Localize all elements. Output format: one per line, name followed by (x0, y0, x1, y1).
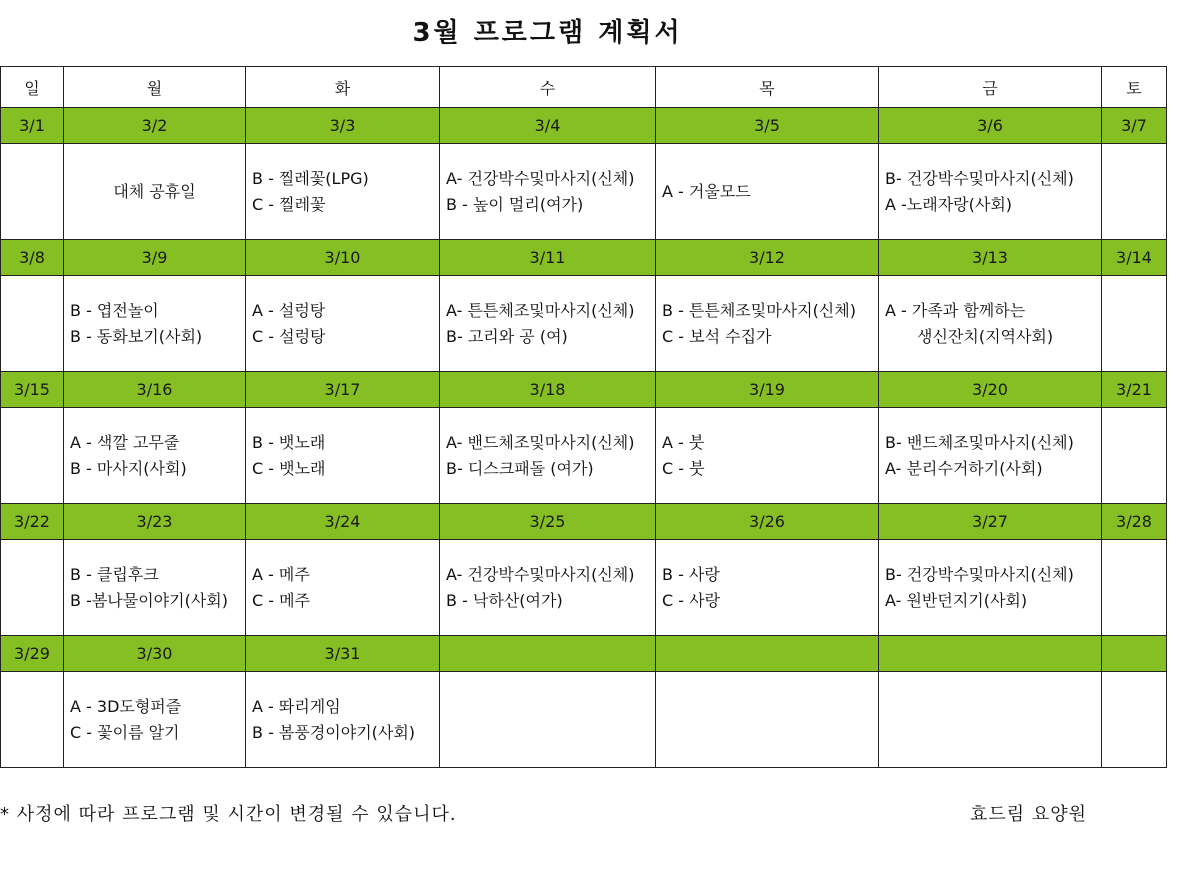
program-cell (1, 276, 64, 372)
date-cell: 3/10 (246, 240, 440, 276)
program-entry: A- 튼튼체조및마사지(신체) (446, 300, 635, 320)
program-entry: B - 뱃노래 (252, 432, 326, 452)
program-entry: A - 설렁탕 (252, 300, 326, 320)
date-cell: 3/21 (1102, 372, 1167, 408)
date-cell: 3/9 (64, 240, 246, 276)
program-entry: B- 건강박수및마사지(신체) (885, 168, 1074, 188)
date-cell: 3/19 (656, 372, 879, 408)
date-row (1, 504, 1167, 540)
program-entry: 대체 공휴일 (113, 181, 196, 201)
program-cell (440, 276, 656, 372)
program-cell (246, 672, 440, 768)
program-entry: B - 높이 멀리(여가) (446, 194, 584, 214)
date-row (1, 372, 1167, 408)
program-cell (64, 144, 246, 240)
date-cell: 3/7 (1102, 108, 1167, 144)
date-cell: 3/30 (64, 636, 246, 672)
program-entry: B- 건강박수및마사지(신체) (885, 564, 1074, 584)
program-cell (246, 408, 440, 504)
program-entry: C - 꽃이름 알기 (70, 722, 180, 742)
program-row (1, 408, 1167, 504)
program-entry: B- 고리와 공 (여) (446, 326, 568, 346)
program-cell (64, 276, 246, 372)
weekday-header-cell: 목 (656, 67, 879, 108)
program-entry: A- 원반던지기(사회) (885, 590, 1028, 610)
program-entry: B - 클립후크 (70, 564, 159, 584)
date-row (1, 240, 1167, 276)
date-cell: 3/23 (64, 504, 246, 540)
date-cell: 3/26 (656, 504, 879, 540)
program-entry: A - 거울모드 (662, 181, 751, 201)
program-entry: B - 봄풍경이야기(사회) (252, 722, 416, 742)
date-cell: 3/27 (879, 504, 1102, 540)
program-entry: B - 동화보기(사회) (70, 326, 203, 346)
program-entry: A- 분리수거하기(사회) (885, 458, 1043, 478)
date-cell: 3/2 (64, 108, 246, 144)
program-entry: B - 찔레꽃(LPG) (252, 168, 369, 188)
program-entry: C - 찔레꽃 (252, 194, 326, 214)
program-entry: A -노래자랑(사회) (885, 194, 1013, 214)
weekday-header-cell: 일 (1, 67, 64, 108)
weekday-header-cell: 금 (879, 67, 1102, 108)
date-cell: 3/3 (246, 108, 440, 144)
date-cell: 3/24 (246, 504, 440, 540)
date-cell (440, 636, 656, 672)
program-entry: C - 설렁탕 (252, 326, 326, 346)
weekday-header-row (1, 67, 1167, 108)
date-cell: 3/28 (1102, 504, 1167, 540)
program-cell (1102, 672, 1167, 768)
program-cell (656, 408, 879, 504)
program-cell (246, 540, 440, 636)
weekday-header-cell: 화 (246, 67, 440, 108)
date-cell: 3/6 (879, 108, 1102, 144)
program-entry: B - 튼튼체조및마사지(신체) (662, 300, 856, 320)
program-cell (879, 672, 1102, 768)
organization-name: 효드림 요양원 (970, 804, 1088, 825)
schedule-change-note: * 사정에 따라 프로그램 및 시간이 변경될 수 있습니다. (0, 804, 457, 825)
program-row (1, 276, 1167, 372)
program-cell (1102, 276, 1167, 372)
date-cell: 3/25 (440, 504, 656, 540)
program-cell (440, 144, 656, 240)
program-cell (64, 672, 246, 768)
weekday-header-cell: 수 (440, 67, 656, 108)
program-cell (1, 144, 64, 240)
program-cell (1, 408, 64, 504)
date-cell (656, 636, 879, 672)
program-cell (879, 144, 1102, 240)
program-cell (1102, 408, 1167, 504)
program-row (1, 672, 1167, 768)
program-cell (656, 540, 879, 636)
program-entry: A - 3D도형퍼즐 (70, 696, 182, 716)
program-cell (879, 276, 1102, 372)
date-cell: 3/29 (1, 636, 64, 672)
weekday-header-cell: 월 (64, 67, 246, 108)
program-cell (246, 144, 440, 240)
program-entry: B- 디스크패돌 (여가) (446, 458, 594, 478)
program-cell (246, 276, 440, 372)
program-cell (879, 540, 1102, 636)
program-entry: B -봄나물이야기(사회) (70, 590, 228, 610)
date-cell: 3/16 (64, 372, 246, 408)
date-cell (1102, 636, 1167, 672)
program-cell (1102, 540, 1167, 636)
program-cell (1102, 144, 1167, 240)
program-row (1, 540, 1167, 636)
date-cell: 3/18 (440, 372, 656, 408)
program-entry: B - 마사지(사회) (70, 458, 187, 478)
program-cell (1, 672, 64, 768)
program-cell (64, 540, 246, 636)
program-cell (879, 408, 1102, 504)
program-entry: B - 사랑 (662, 564, 720, 584)
weekday-header-cell: 토 (1102, 67, 1167, 108)
program-entry: C - 보석 수집가 (662, 326, 772, 346)
date-cell (879, 636, 1102, 672)
program-entry: C - 뱃노래 (252, 458, 326, 478)
date-cell: 3/22 (1, 504, 64, 540)
program-entry: C - 메주 (252, 590, 311, 610)
program-entry: A - 색깔 고무줄 (70, 432, 180, 452)
program-cell (1, 540, 64, 636)
program-cell (656, 276, 879, 372)
program-cell (656, 672, 879, 768)
program-cell (440, 672, 656, 768)
program-entry: A- 밴드체조및마사지(신체) (446, 432, 635, 452)
program-entry: A - 메주 (252, 564, 310, 584)
program-cell (440, 408, 656, 504)
program-row (1, 144, 1167, 240)
program-entry: C - 사랑 (662, 590, 721, 610)
date-cell: 3/15 (1, 372, 64, 408)
program-entry: B - 낙하산(여가) (446, 590, 563, 610)
program-entry: A - 붓 (662, 432, 705, 452)
program-entry: 생신잔치(지역사회) (917, 326, 1054, 346)
program-entry: B- 밴드체조및마사지(신체) (885, 432, 1074, 452)
date-cell: 3/8 (1, 240, 64, 276)
program-entry: A - 똬리게임 (252, 696, 341, 716)
program-cell (64, 408, 246, 504)
date-cell: 3/5 (656, 108, 879, 144)
date-cell: 3/14 (1102, 240, 1167, 276)
date-cell: 3/13 (879, 240, 1102, 276)
date-cell: 3/11 (440, 240, 656, 276)
date-row (1, 108, 1167, 144)
date-cell: 3/31 (246, 636, 440, 672)
program-entry: B - 엽전놀이 (70, 300, 159, 320)
date-cell: 3/4 (440, 108, 656, 144)
date-cell: 3/17 (246, 372, 440, 408)
program-schedule-table (0, 66, 1167, 768)
program-entry: C - 붓 (662, 458, 705, 478)
program-entry: A- 건강박수및마사지(신체) (446, 564, 635, 584)
page-title: 3월 프로그램 계획서 (412, 18, 683, 48)
program-cell (656, 144, 879, 240)
date-cell: 3/20 (879, 372, 1102, 408)
program-entry: A- 건강박수및마사지(신체) (446, 168, 635, 188)
program-cell (440, 540, 656, 636)
date-row (1, 636, 1167, 672)
date-cell: 3/1 (1, 108, 64, 144)
program-entry: A - 가족과 함께하는 (885, 300, 1026, 320)
date-cell: 3/12 (656, 240, 879, 276)
